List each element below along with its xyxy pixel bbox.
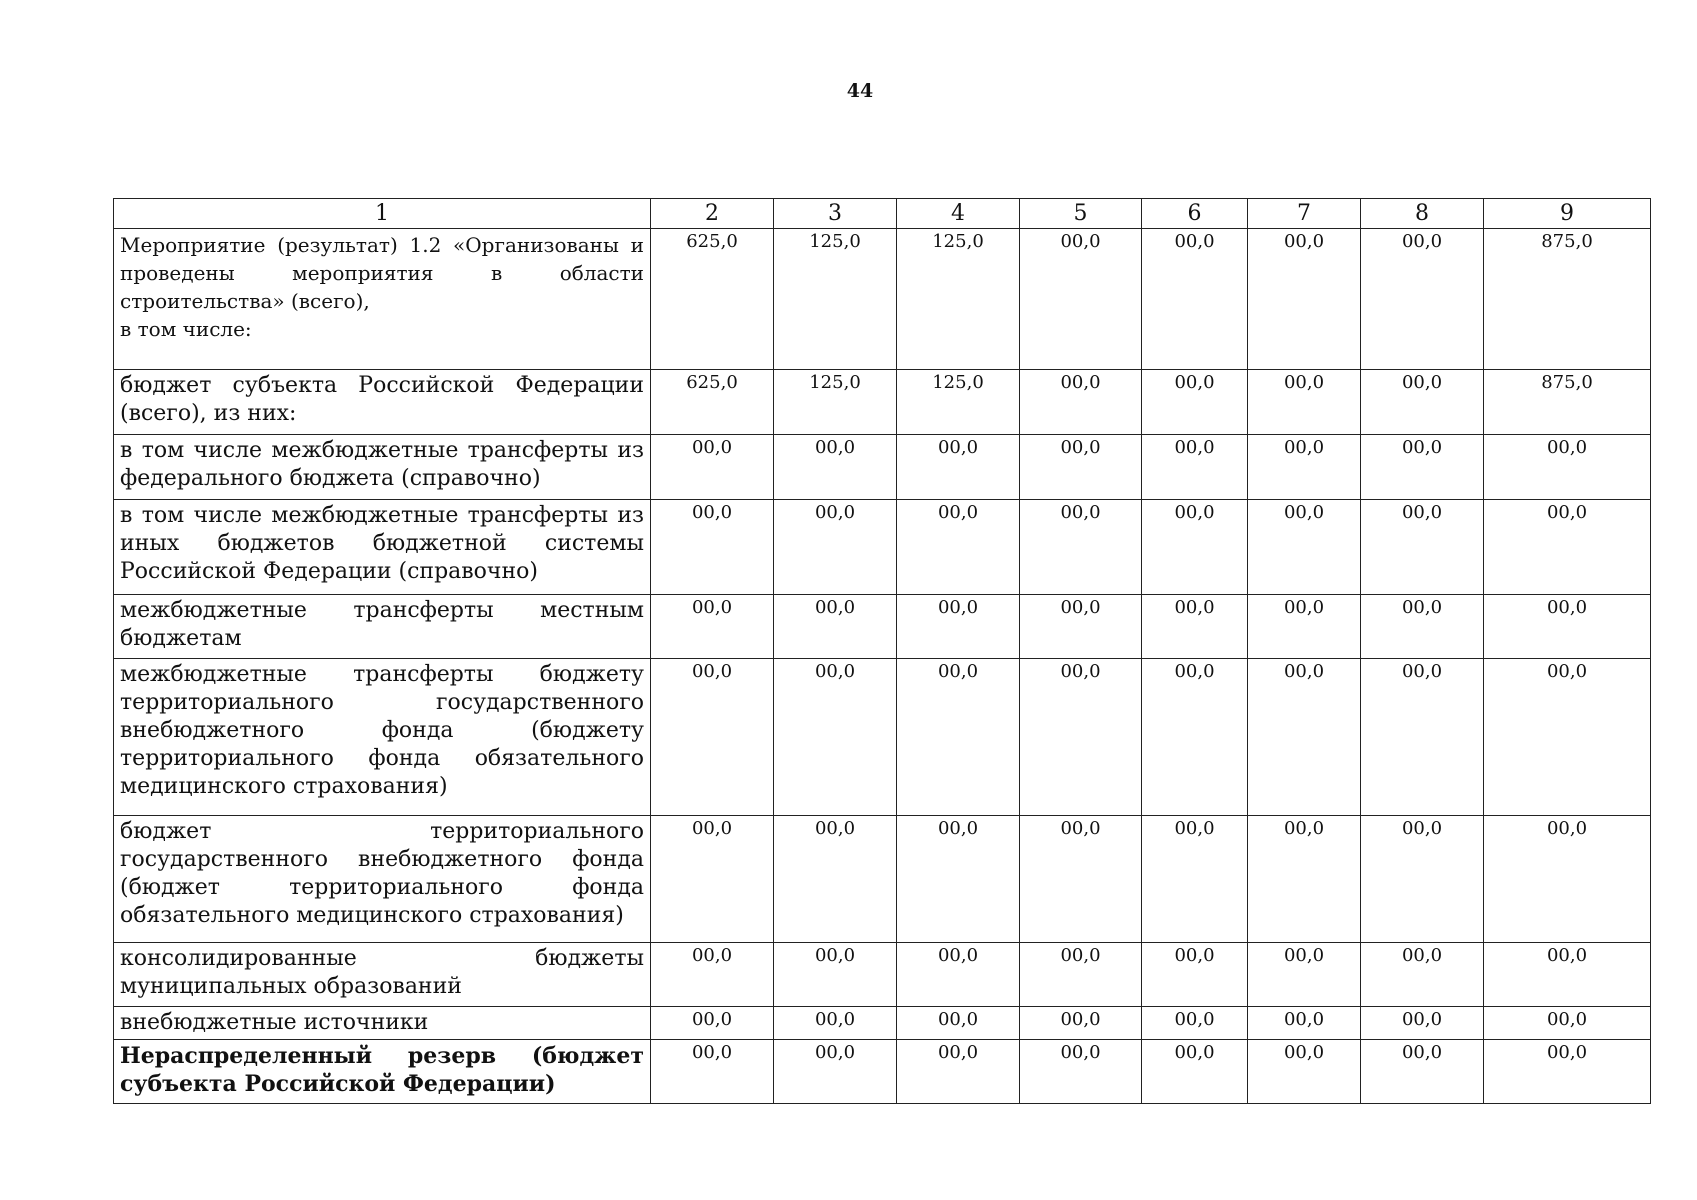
row-value: 00,0 — [1361, 595, 1484, 659]
row-label: консолидированные бюджеты муниципальных образований — [114, 943, 651, 1007]
row-value: 00,0 — [1142, 943, 1248, 1007]
row-value: 00,0 — [1248, 500, 1361, 595]
row-label: в том числе межбюджетные трансферты из иных бюджетов бюджетной системы Российской Федерации (справочно) — [114, 500, 651, 595]
row-value: 00,0 — [1020, 500, 1142, 595]
row-value: 00,0 — [651, 1040, 774, 1104]
row-value: 00,0 — [774, 1007, 897, 1040]
column-number: 7 — [1248, 199, 1361, 229]
row-value: 125,0 — [774, 370, 897, 435]
row-value: 00,0 — [1484, 500, 1651, 595]
row-value: 00,0 — [1248, 370, 1361, 435]
row-value: 00,0 — [1361, 816, 1484, 943]
row-label: внебюджетные источники — [114, 1007, 651, 1040]
row-value: 00,0 — [1020, 1007, 1142, 1040]
row-value: 00,0 — [651, 500, 774, 595]
table-row — [114, 435, 1651, 500]
row-value: 00,0 — [897, 595, 1020, 659]
row-value: 00,0 — [774, 816, 897, 943]
table-row — [114, 816, 1651, 943]
row-value: 625,0 — [651, 370, 774, 435]
table-row — [114, 943, 1651, 1007]
row-label: в том числе межбюджетные трансферты из федерального бюджета (справочно) — [114, 435, 651, 500]
row-label: бюджет субъекта Российской Федерации (всего), из них: — [114, 370, 651, 435]
row-value: 125,0 — [897, 229, 1020, 370]
row-value: 00,0 — [651, 659, 774, 816]
row-value: 00,0 — [1248, 943, 1361, 1007]
row-value: 00,0 — [774, 500, 897, 595]
column-number: 3 — [774, 199, 897, 229]
row-value: 625,0 — [651, 229, 774, 370]
table-row — [114, 229, 1651, 370]
row-value: 00,0 — [1020, 659, 1142, 816]
row-value: 00,0 — [1361, 943, 1484, 1007]
row-value: 00,0 — [651, 1007, 774, 1040]
row-value: 00,0 — [774, 943, 897, 1007]
table-row — [114, 500, 1651, 595]
row-value: 00,0 — [1361, 435, 1484, 500]
row-value: 00,0 — [774, 595, 897, 659]
row-value: 00,0 — [774, 435, 897, 500]
row-value: 00,0 — [1020, 595, 1142, 659]
column-number: 1 — [114, 199, 651, 229]
row-value: 00,0 — [1142, 500, 1248, 595]
page-number: 44 — [846, 80, 874, 102]
row-value: 00,0 — [774, 1040, 897, 1104]
row-value: 00,0 — [1361, 370, 1484, 435]
row-value: 00,0 — [1248, 659, 1361, 816]
row-value: 00,0 — [1248, 435, 1361, 500]
row-value: 00,0 — [1248, 595, 1361, 659]
row-value: 00,0 — [1361, 659, 1484, 816]
row-value: 00,0 — [651, 595, 774, 659]
column-number-row — [114, 199, 1651, 229]
row-value: 00,0 — [651, 943, 774, 1007]
column-number: 6 — [1142, 199, 1248, 229]
row-value: 00,0 — [1484, 816, 1651, 943]
column-number: 2 — [651, 199, 774, 229]
row-value: 00,0 — [1142, 1007, 1248, 1040]
row-value: 00,0 — [1248, 1040, 1361, 1104]
row-value: 00,0 — [897, 1007, 1020, 1040]
table-row — [114, 1040, 1651, 1104]
table-row — [114, 370, 1651, 435]
row-value: 00,0 — [1020, 943, 1142, 1007]
row-value: 00,0 — [1361, 229, 1484, 370]
row-value: 00,0 — [897, 816, 1020, 943]
row-value: 00,0 — [1361, 500, 1484, 595]
row-value: 00,0 — [1484, 943, 1651, 1007]
row-value: 00,0 — [1020, 229, 1142, 370]
row-value: 00,0 — [651, 816, 774, 943]
row-value: 00,0 — [774, 659, 897, 816]
table-row — [114, 659, 1651, 816]
row-value: 00,0 — [1361, 1040, 1484, 1104]
table-row — [114, 1007, 1651, 1040]
row-label: межбюджетные трансферты местным бюджетам — [114, 595, 651, 659]
column-number: 4 — [897, 199, 1020, 229]
row-label: Мероприятие (результат) 1.2 «Организованы и проведены мероприятия в области строительства» (всего), в том числе: — [114, 229, 651, 370]
row-value: 875,0 — [1484, 370, 1651, 435]
column-number: 8 — [1361, 199, 1484, 229]
row-value: 00,0 — [1142, 595, 1248, 659]
budget-table — [113, 198, 1651, 1104]
row-value: 00,0 — [1484, 659, 1651, 816]
row-value: 00,0 — [1248, 1007, 1361, 1040]
row-value: 00,0 — [651, 435, 774, 500]
row-value: 00,0 — [897, 435, 1020, 500]
row-label: межбюджетные трансферты бюджету территориального государственного внебюджетного фонда (бюджету территориального фонда обязательного медицинского страхования) — [114, 659, 651, 816]
row-value: 00,0 — [1484, 435, 1651, 500]
row-value: 00,0 — [1361, 1007, 1484, 1040]
row-value: 00,0 — [1484, 1040, 1651, 1104]
row-value: 00,0 — [1142, 229, 1248, 370]
column-number: 9 — [1484, 199, 1651, 229]
row-value: 00,0 — [1020, 816, 1142, 943]
table-row — [114, 595, 1651, 659]
row-value: 00,0 — [897, 659, 1020, 816]
row-value: 00,0 — [1020, 1040, 1142, 1104]
row-value: 00,0 — [897, 943, 1020, 1007]
row-value: 00,0 — [1142, 1040, 1248, 1104]
row-value: 00,0 — [1248, 816, 1361, 943]
row-value: 00,0 — [1142, 659, 1248, 816]
row-value: 00,0 — [897, 1040, 1020, 1104]
row-label: Нераспределенный резерв (бюджет субъекта Российской Федерации) — [114, 1040, 651, 1104]
row-value: 00,0 — [897, 500, 1020, 595]
row-value: 00,0 — [1020, 435, 1142, 500]
row-value: 00,0 — [1020, 370, 1142, 435]
row-value: 00,0 — [1142, 435, 1248, 500]
row-value: 00,0 — [1248, 229, 1361, 370]
row-value: 00,0 — [1142, 816, 1248, 943]
row-value: 125,0 — [897, 370, 1020, 435]
row-value: 00,0 — [1484, 1007, 1651, 1040]
row-value: 00,0 — [1142, 370, 1248, 435]
row-value: 125,0 — [774, 229, 897, 370]
row-value: 00,0 — [1484, 595, 1651, 659]
row-value: 875,0 — [1484, 229, 1651, 370]
column-number: 5 — [1020, 199, 1142, 229]
row-label: бюджет территориального государственного внебюджетного фонда (бюджет территориального фонда обязательного медицинского страхования) — [114, 816, 651, 943]
